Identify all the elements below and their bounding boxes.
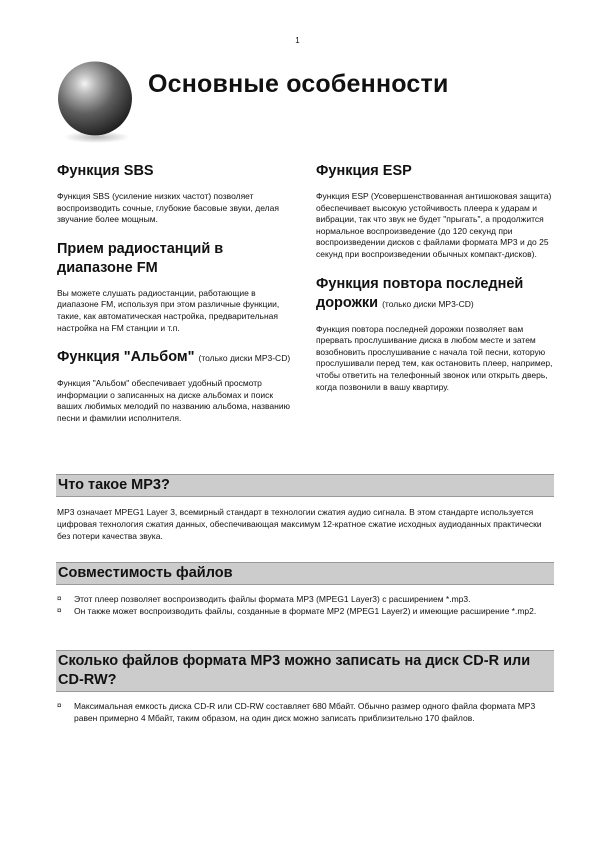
heading-note: (только диски MP3-CD)	[382, 298, 474, 309]
heading-note: (только диски MP3-CD)	[198, 353, 291, 364]
section-text-fm: Вы можете слушать радиостанции, работающие в диапазоне FM, используя при этом различные функции, такие, как автоматическая настройка, предварительная настройка на FM станции и т.п.	[57, 287, 280, 333]
section-text-album: Функция "Альбом" обеспечивает удобный просмотр информации о записанных на диске альбомах и поиск ваших любимых мелодий по названию альбома, названию песни и фамилии исполнителя.	[57, 378, 290, 423]
sphere-logo	[52, 58, 138, 144]
left-column	[57, 162, 297, 439]
capacity-list	[57, 700, 554, 724]
section-heading-fm: Прием радиостанций в диапазоне FM	[57, 240, 224, 276]
section-heading-sbs: Функция SBS	[57, 163, 154, 179]
section-band-compat: Совместимость файлов	[56, 562, 554, 585]
section-heading-album: Функция "Альбом" (только диски MP3-CD)	[57, 349, 291, 366]
right-column	[316, 162, 556, 407]
list-item: ¤ Максимальная емкость диска CD-R или CD-RW составляет 680 Мбайт. Обычно размер одного файла формата MP3 равен примерно 4 Мбайт, таким образом, на один диск можно записать приблизительно 170 файлов.	[57, 701, 536, 723]
bullet-icon: ¤	[57, 701, 62, 710]
bullet-icon: ¤	[57, 594, 62, 603]
section-heading-repeat: Функция повтора последней дорожки (только диски MP3-CD)	[316, 275, 524, 311]
page-title: Основные особенности	[148, 70, 449, 98]
compat-list	[57, 593, 554, 617]
section-text-esp: Функция ESP (Усовершенствованная антишоковая защита) обеспечивает высокую устойчивость плеера к ударам и вибрации, так что звук не будет "прыгать", а продолжится нормальное воспроизведение (до 120 секунд при воспроизведении дисков с файлами формата MP3 и до 25 секунд при воспроизведении обычных компакт-дисков).	[316, 191, 552, 259]
section-band-mp3: Что такое MP3?	[56, 474, 554, 497]
page-number: 1	[295, 36, 300, 45]
list-item: ¤ Этот плеер позволяет воспроизводить файлы формата MP3 (MPEG1 Layer3) с расширением *.mp3.	[57, 594, 471, 604]
section-text-mp3: MP3 означает MPEG1 Layer 3, всемирный стандарт в технологии сжатия аудио сигнала. В этом стандарте используется цифровая технология сжатия данных, обеспечивающая максимум 12-кратное сжатие исходных аудиоданных практически без потери качества звука.	[57, 507, 542, 541]
section-text-sbs: Функция SBS (усиление низких частот) позволяет воспроизводить сочные, глубокие басовые звуки, делая звучание более мощным.	[57, 191, 279, 225]
bullet-icon: ¤	[57, 606, 62, 615]
section-heading-esp: Функция ESP	[316, 163, 412, 179]
section-band-capacity: Сколько файлов формата MP3 можно записать на диск CD-R или CD-RW?	[56, 650, 554, 692]
section-text-repeat: Функция повтора последней дорожки позволяет вам прервать прослушивание диска в любом месте и затем возобновить прослушивание с начала той песни, которую прослушивали перед тем, как остановить плеер, например, чтобы ответить на телефонный звонок или открыть дверь, когда позвонили в вашу квартиру.	[316, 323, 553, 392]
list-item: ¤ Он также может воспроизводить файлы, созданные в формате MP2 (MPEG1 Layer2) и имеющие расширение *.mp2.	[57, 606, 537, 616]
